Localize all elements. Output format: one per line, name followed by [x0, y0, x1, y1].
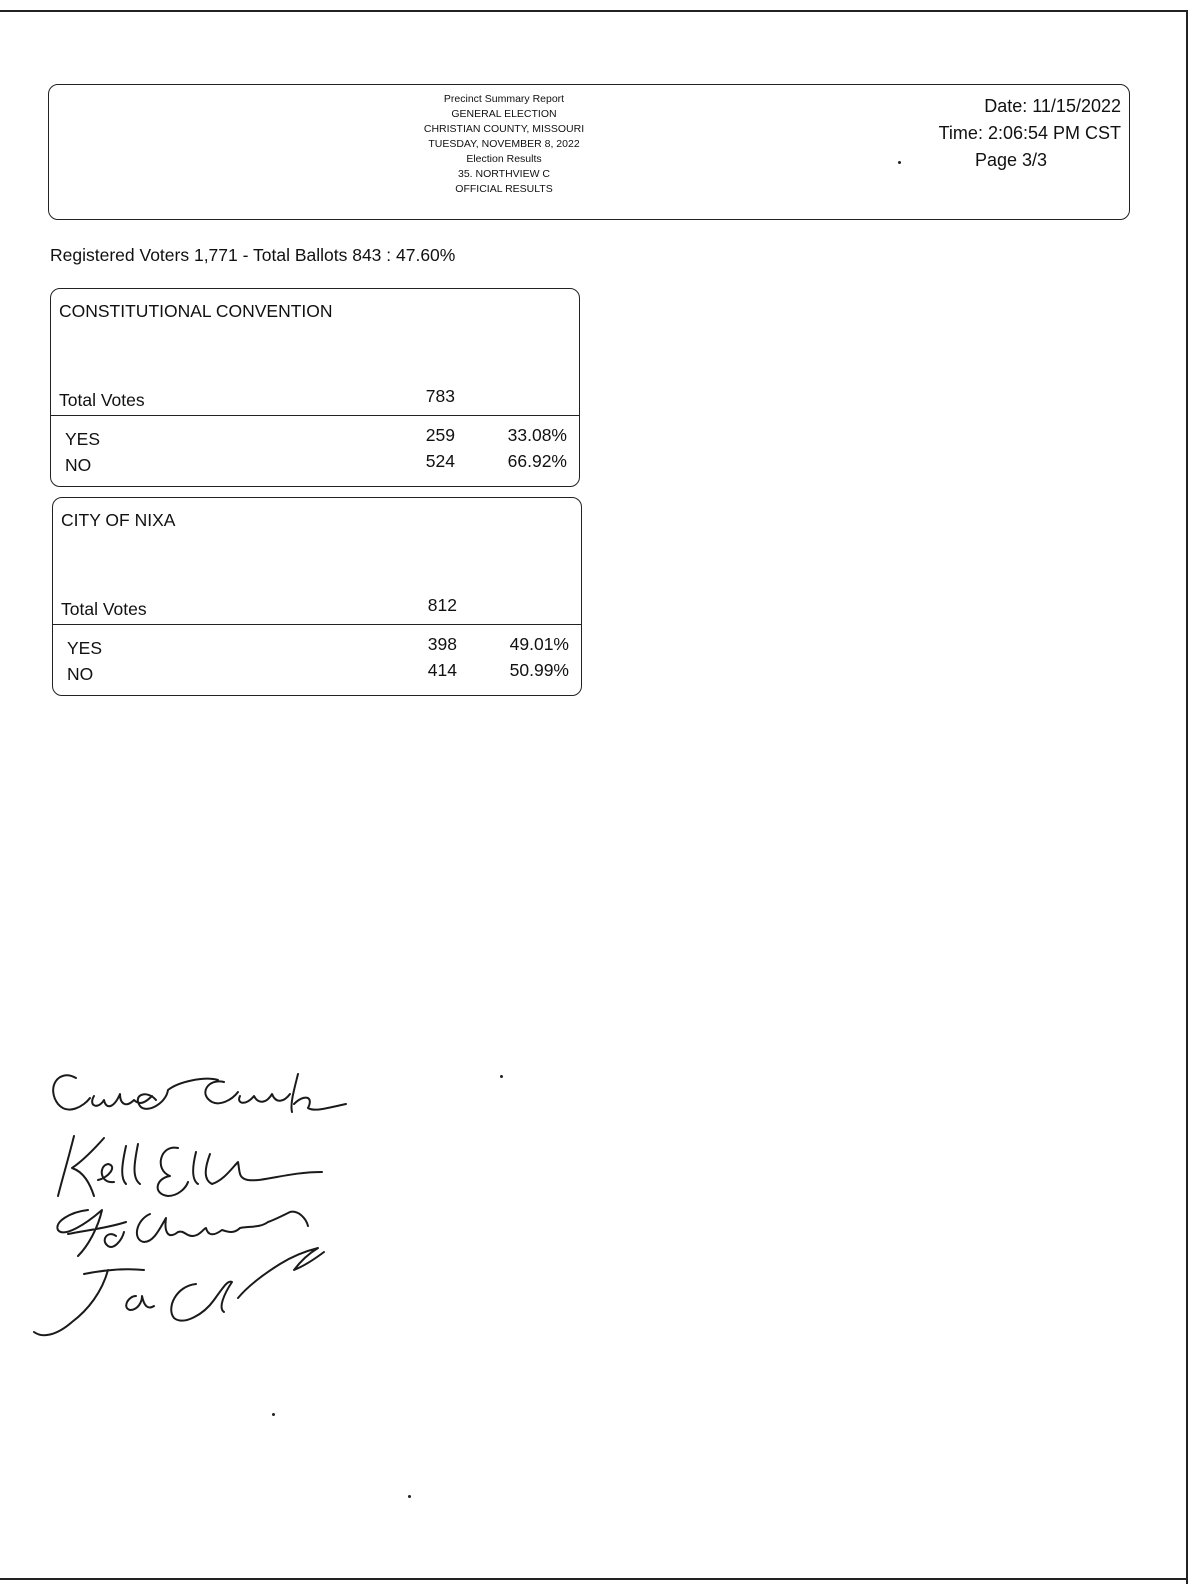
- contest-title: CONSTITUTIONAL CONVENTION: [59, 301, 333, 321]
- choice-row: [53, 660, 581, 690]
- total-votes-value: 812: [427, 595, 457, 615]
- signatures: [28, 1060, 358, 1340]
- election-date: TUESDAY, NOVEMBER 8, 2022: [428, 138, 580, 150]
- scan-speck: [408, 1495, 411, 1498]
- scan-speck: [272, 1413, 275, 1416]
- divider: [53, 624, 581, 625]
- total-votes-label: Total Votes: [61, 599, 147, 619]
- results-status: OFFICIAL RESULTS: [455, 183, 553, 195]
- scan-speck: [500, 1075, 503, 1078]
- report-date: Date: 11/15/2022: [984, 96, 1121, 116]
- scan-border-bottom: [0, 1578, 1188, 1580]
- contest-box: [52, 497, 582, 696]
- choice-label: YES: [67, 638, 103, 658]
- page-number: Page 3/3: [974, 150, 1048, 170]
- total-votes-label: Total Votes: [59, 390, 145, 410]
- signature: [58, 1136, 322, 1196]
- election-name: GENERAL ELECTION: [451, 108, 557, 120]
- report-meta: [901, 93, 1121, 174]
- choice-row: [51, 451, 579, 481]
- choice-percent: 66.92%: [507, 451, 567, 471]
- choice-percent: 33.08%: [507, 425, 567, 445]
- scan-border-top: [0, 10, 1188, 12]
- results-label: Election Results: [466, 153, 542, 165]
- choice-percent: 49.01%: [509, 634, 569, 654]
- choice-votes: 524: [425, 451, 455, 471]
- signature: [34, 1248, 324, 1335]
- report-header: [48, 84, 1130, 220]
- scan-border-right: [1186, 10, 1188, 1584]
- choice-label: YES: [65, 429, 101, 449]
- choice-votes: 398: [427, 634, 457, 654]
- signature: [57, 1210, 308, 1256]
- divider: [51, 415, 579, 416]
- choice-label: NO: [65, 455, 92, 475]
- contest-title: CITY OF NIXA: [61, 510, 176, 530]
- report-time: Time: 2:06:54 PM CST: [938, 123, 1121, 143]
- report-title-block: [379, 92, 629, 197]
- signature: [53, 1074, 346, 1112]
- precinct-name: 35. NORTHVIEW C: [458, 168, 550, 180]
- scan-speck: [898, 161, 901, 164]
- choice-row: [53, 634, 581, 664]
- choice-percent: 50.99%: [509, 660, 569, 680]
- choice-row: [51, 425, 579, 455]
- choice-label: NO: [67, 664, 94, 684]
- choice-votes: 259: [425, 425, 455, 445]
- total-votes-value: 783: [425, 386, 455, 406]
- turnout-summary: Registered Voters 1,771 - Total Ballots 843 : 47.60%: [50, 245, 456, 265]
- report-title: Precinct Summary Report: [443, 93, 565, 105]
- contest-box: [50, 288, 580, 487]
- county-name: CHRISTIAN COUNTY, MISSOURI: [423, 123, 585, 135]
- choice-votes: 414: [427, 660, 457, 680]
